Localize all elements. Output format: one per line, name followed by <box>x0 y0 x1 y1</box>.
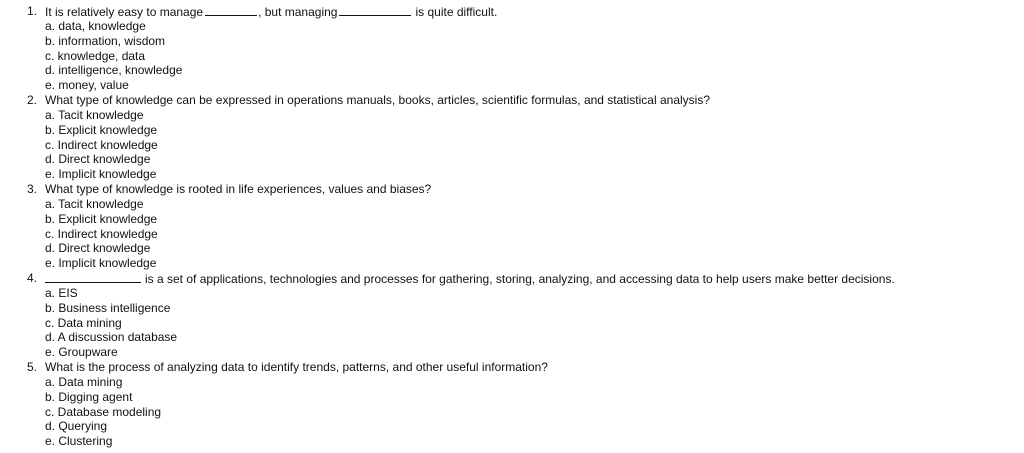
answer-option: b. Digging agent <box>45 389 133 404</box>
answer-option: c. Data mining <box>45 315 122 330</box>
question-text: is a set of applications, technologies and processes for gathering, storing, analyzing, and accessing data to help users make better decisions. <box>145 271 895 286</box>
question-text-wrap <box>45 271 895 287</box>
question-3-line <box>0 182 1024 197</box>
answer-option: d. Direct knowledge <box>45 241 151 256</box>
answer-option: d. A discussion database <box>45 330 178 345</box>
answer-option: c. Indirect knowledge <box>45 226 158 241</box>
question-3 <box>0 182 1024 271</box>
answer-option: b. Business intelligence <box>45 300 171 315</box>
answer-option: d. Direct knowledge <box>45 152 151 167</box>
question-4-line <box>0 271 1024 286</box>
answer-option: e. Groupware <box>45 345 118 360</box>
question-5-line <box>0 360 1024 375</box>
question-5 <box>0 360 1024 449</box>
answer-option: c. knowledge, data <box>45 48 146 63</box>
question-number: 3. <box>27 181 38 196</box>
answer-option: a. Tacit knowledge <box>45 196 144 211</box>
answer-option: a. Data mining <box>45 374 123 389</box>
question-4 <box>0 271 1024 360</box>
question-text-part: , but managing <box>258 5 338 19</box>
question-1 <box>0 4 1024 93</box>
question-2 <box>0 93 1024 182</box>
answer-option: a. Tacit knowledge <box>45 107 144 122</box>
answer-option: e. Clustering <box>45 434 113 449</box>
answer-blank <box>205 4 257 16</box>
answer-option: c. Indirect knowledge <box>45 137 158 152</box>
answer-option: d. Querying <box>45 419 108 434</box>
answer-option: a. EIS <box>45 285 78 300</box>
answer-option: c. Database modeling <box>45 404 162 419</box>
question-number: 2. <box>27 92 38 107</box>
question-text: What is the process of analyzing data to identify trends, patterns, and other useful information? <box>45 359 548 374</box>
question-1-line <box>0 4 1024 19</box>
question-2-line <box>0 93 1024 108</box>
question-text-part: is quite difficult. <box>415 5 498 19</box>
question-text: What type of knowledge can be expressed in operations manuals, books, articles, scientific formulas, and statistical analysis? <box>45 92 711 107</box>
answer-blank <box>339 4 411 16</box>
answer-blank <box>45 271 141 283</box>
question-text <box>45 4 497 20</box>
answer-option: e. Implicit knowledge <box>45 256 157 271</box>
answer-option: e. money, value <box>45 78 129 93</box>
answer-option: a. data, knowledge <box>45 19 146 33</box>
question-text-part: It is relatively easy to manage <box>45 5 204 19</box>
quiz <box>0 4 1024 449</box>
question-text: What type of knowledge is rooted in life experiences, values and biases? <box>45 181 432 196</box>
question-number: 4. <box>27 270 38 285</box>
question-number: 5. <box>27 359 38 374</box>
answer-option: b. Explicit knowledge <box>45 122 158 137</box>
answer-option: e. Implicit knowledge <box>45 167 157 182</box>
answer-option: b. information, wisdom <box>45 33 166 48</box>
question-number: 1. <box>27 4 38 18</box>
answer-option: b. Explicit knowledge <box>45 211 158 226</box>
answer-option: d. intelligence, knowledge <box>45 63 183 78</box>
